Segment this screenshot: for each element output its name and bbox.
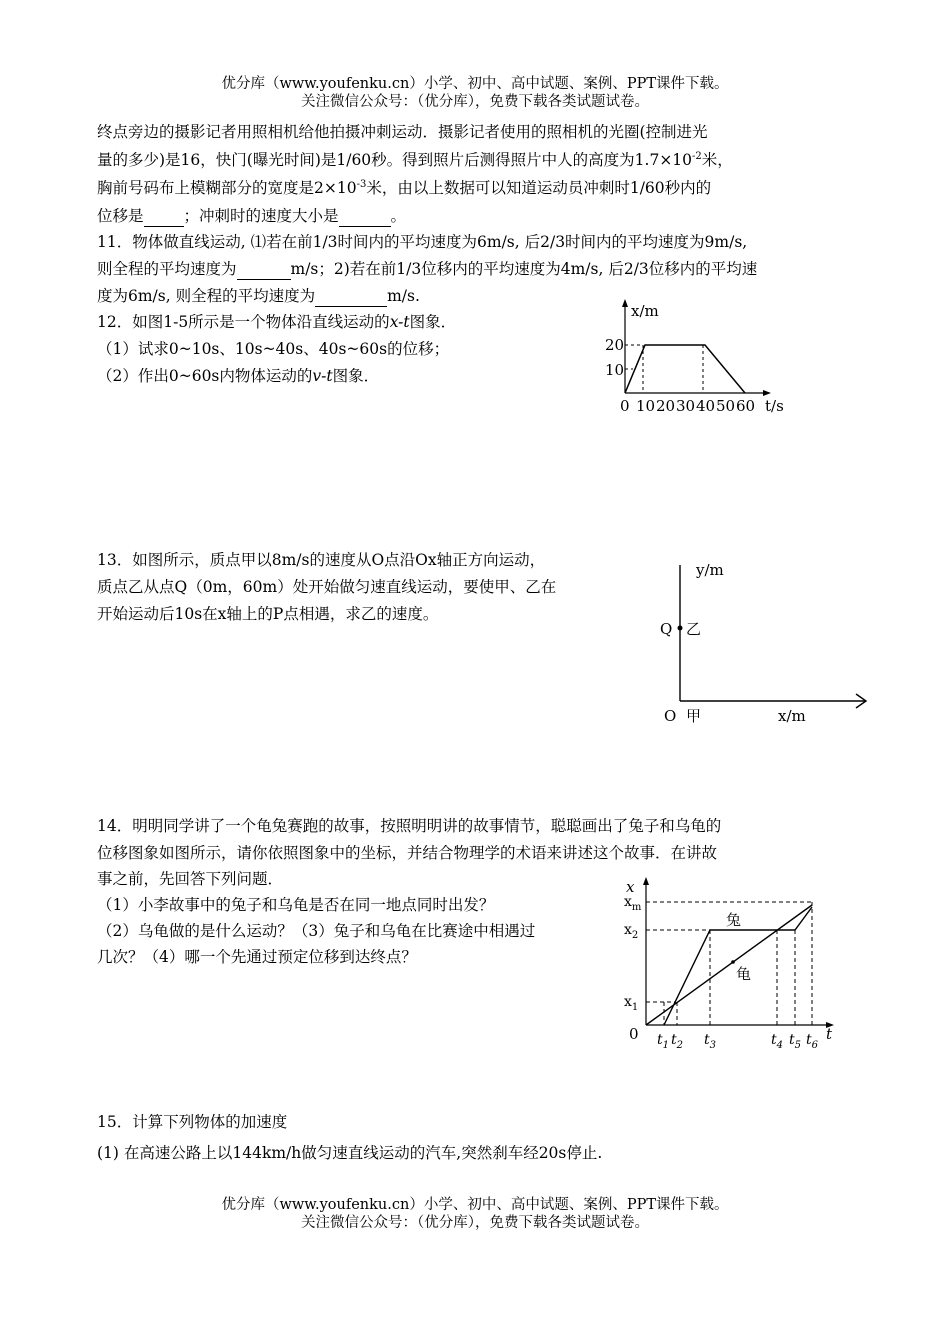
q12-xtick-40: 40 xyxy=(696,397,716,415)
q11-blank-1 xyxy=(237,259,291,280)
q11-line2: 则全程的平均速度为 m/s；2)若在前1/3位移内的平均速度为4m/s, 后2/3位移内的平均速 xyxy=(97,260,758,278)
q14-turtle-marker xyxy=(731,960,735,964)
q13-line1: 13．如图所示，质点甲以8m/s的速度从O点沿Ox轴正方向运动， xyxy=(97,551,546,569)
q14-ylabel-x1: $x_1$ xyxy=(624,994,639,1013)
q12-ytick-20: 20 xyxy=(605,336,625,354)
q14-race-graph xyxy=(620,872,850,1052)
q10-line4: 位移是 ；冲刺时的速度大小是 。 xyxy=(97,207,407,225)
q13-y-label: y/m xyxy=(696,561,724,579)
q12-xt-graph xyxy=(595,295,795,420)
q14-line2: 位移图象如图所示，请你依照图象中的坐标，并结合物理学的术语来讲述这个故事．在讲故 xyxy=(97,844,718,862)
page-footer-line2: 关注微信公众号：（优分库），免费下载各类试题试卷。 xyxy=(301,1215,649,1231)
q13-x-label: x/m xyxy=(778,707,806,725)
q14-y-arrow xyxy=(643,877,649,885)
q14-tlabel-t5: $t_5$ xyxy=(789,1032,802,1051)
q12-xtick-30: 30 xyxy=(676,397,696,415)
q14-y-label: x xyxy=(626,878,635,896)
q12-y-arrow xyxy=(622,299,628,307)
page-header-line2: 关注微信公众号：（优分库），免费下载各类试题试卷。 xyxy=(301,94,649,110)
q12-x-label: t/s xyxy=(765,397,784,415)
q15-line1: 15．计算下列物体的加速度 xyxy=(97,1113,288,1131)
q11-blank-2 xyxy=(315,286,387,307)
q14-ylabel-x2: $x_2$ xyxy=(624,922,639,941)
q14-line3: 事之前，先回答下列问题． xyxy=(97,870,284,888)
q14-origin: 0 xyxy=(629,1025,639,1043)
q10-line3: 胸前号码布上模糊部分的宽度是$2\times 10^{-3}$米，由以上数据可以知道运动员冲刺时1/60秒内的 xyxy=(97,178,712,197)
page-header-line1: 优分库（www.youfenku.cn）小学、初中、高中试题、案例、PPT课件下载。 xyxy=(221,76,729,92)
q12-line3: （2）作出0~60s内物体运动的v-t图象． xyxy=(97,367,380,385)
q12-y-label: x/m xyxy=(631,302,659,320)
q14-tlabel-t2: $t_2$ xyxy=(671,1032,684,1051)
q12-line2: （1）试求0~10s、10s~40s、40s~60s的位移； xyxy=(97,340,450,358)
q14-turtle-label: 龟 xyxy=(736,965,752,983)
q10-line1: 终点旁边的摄影记者用照相机给他拍摄冲刺运动．摄影记者使用的照相机的光圈(控制进光 xyxy=(97,123,708,141)
q13-q-label: Q xyxy=(660,620,673,638)
q14-ylabel-xm: $x_m$ xyxy=(624,894,642,913)
q13-point-q xyxy=(678,626,683,631)
q14-line6: 几次？（4）哪一个先通过预定位移到达终点？ xyxy=(97,948,417,966)
q14-line5: （2）乌龟做的是什么运动？（3）兔子和乌龟在比赛途中相遇过 xyxy=(97,922,536,940)
q12-xtick-20: 20 xyxy=(656,397,676,415)
q13-coordinate-graph xyxy=(650,555,880,735)
q10-line2: 量的多少)是16，快门(曝光时间)是1/60秒。得到照片后测得照片中人的高度为$1.7\times 10^{-2}$米， xyxy=(97,150,733,169)
q14-tlabel-t3: $t_3$ xyxy=(704,1032,717,1051)
q12-origin: 0 xyxy=(620,397,630,415)
q12-xtick-60: 60 xyxy=(736,397,756,415)
q13-line3: 开始运动后10s在x轴上的P点相遇，求乙的速度。 xyxy=(97,605,439,623)
q12-xtick-50: 50 xyxy=(716,397,736,415)
q11-line1: 11．物体做直线运动, ⑴若在前1/3时间内的平均速度为6m/s, 后2/3时间内的平均速度为9m/s, xyxy=(97,233,748,251)
q15-line2: (1) 在高速公路上以144km/h做匀速直线运动的汽车,突然刹车经20s停止. xyxy=(97,1144,603,1162)
q13-jia-label: 甲 xyxy=(686,707,702,725)
q14-tlabel-t6: $t_6$ xyxy=(806,1032,819,1051)
q14-x-label: t xyxy=(826,1025,833,1043)
q14-tlabel-t4: $t_4$ xyxy=(771,1032,784,1051)
q11-line3: 度为6m/s, 则全程的平均速度为 m/s. xyxy=(97,287,420,305)
page-footer-line1: 优分库（www.youfenku.cn）小学、初中、高中试题、案例、PPT课件下载。 xyxy=(221,1197,729,1213)
q13-line2: 质点乙从点Q（0m，60m）处开始做匀速直线运动，要使甲、乙在 xyxy=(97,578,557,596)
q10-blank-speed xyxy=(339,206,391,227)
q14-rabbit-label: 兔 xyxy=(726,911,742,929)
q14-line4: （1）小李故事中的兔子和乌龟是否在同一地点同时出发？ xyxy=(97,896,495,914)
q12-line1: 12．如图1-5所示是一个物体沿直线运动的x-t图象． xyxy=(97,313,457,331)
q12-x-arrow xyxy=(763,390,771,396)
q13-yi-label: 乙 xyxy=(686,620,702,638)
q14-tlabel-t1: $t_1$ xyxy=(657,1032,670,1051)
q13-o-label: O xyxy=(664,707,677,725)
q12-ytick-10: 10 xyxy=(605,361,625,379)
q12-xtick-10: 10 xyxy=(636,397,656,415)
q14-line1: 14．明明同学讲了一个龟兔赛跑的故事，按照明明讲的故事情节，聪聪画出了兔子和乌龟的 xyxy=(97,817,722,835)
q10-blank-displacement xyxy=(144,206,184,227)
